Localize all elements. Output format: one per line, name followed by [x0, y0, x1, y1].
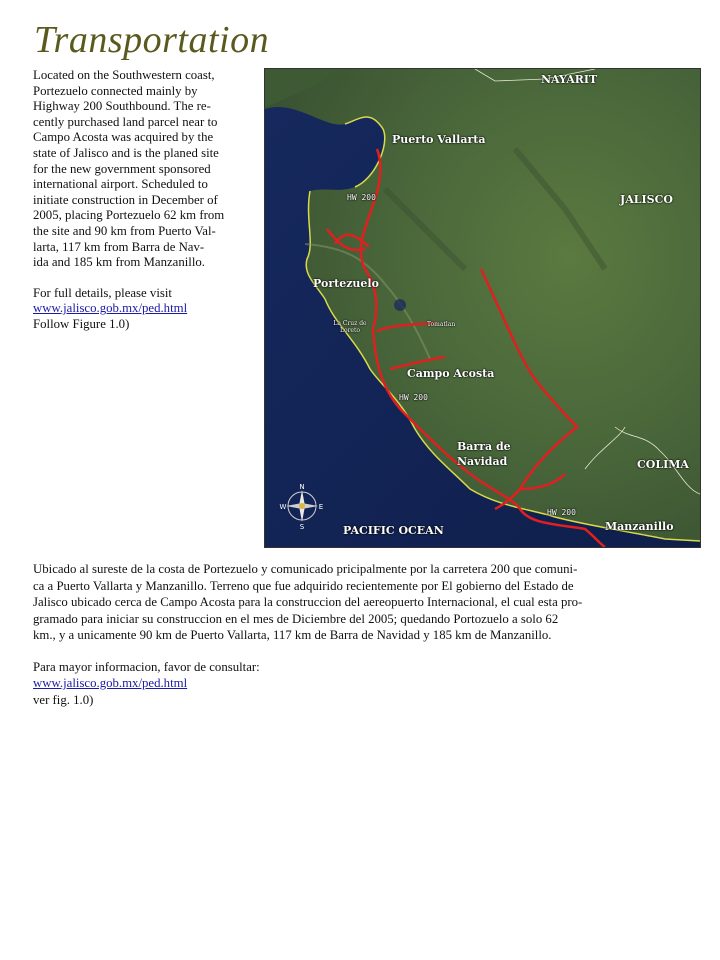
spanish-figure-reference: ver fig. 1.0): [33, 692, 94, 707]
map-label-puerto-vallarta: Puerto Vallarta: [392, 133, 486, 146]
map-label-portezuelo: Portezuelo: [313, 277, 379, 290]
map-label-barra-de-navidad: Barra de Navidad: [457, 440, 511, 468]
compass-s-label: S: [299, 523, 305, 529]
map-label-pacific-ocean: PACIFIC OCEAN: [343, 524, 444, 537]
map-label-colima: COLIMA: [637, 458, 689, 471]
map-label-tomatlan: Tomatlan: [427, 321, 456, 328]
spanish-line: Jalisco ubicado cerca de Campo Acosta para la construccion del aereopuerto Internacional, el cual esta pro-: [33, 595, 583, 609]
english-details-text: For full details, please visit: [33, 285, 172, 300]
english-line: Campo Acosta was acquired by the: [33, 130, 214, 145]
spanish-description: [33, 561, 699, 708]
english-line: for the new government sponsored: [33, 161, 211, 176]
english-line: ida and 185 km from Manzanillo.: [33, 255, 206, 270]
map-label-nayarit: NAYARIT: [541, 73, 598, 86]
region-map: [264, 68, 701, 548]
map-label-jalisco: JALISCO: [620, 193, 673, 206]
english-line: initiate construction in December of: [33, 192, 218, 207]
english-line: cently purchased land parcel near to: [33, 114, 218, 129]
map-label-la-cruz: La Cruz de Loreto: [333, 320, 367, 334]
english-line: Highway 200 Southbound. The re-: [33, 99, 211, 114]
english-line: international airport. Scheduled to: [33, 177, 208, 192]
english-website-link[interactable]: www.jalisco.gob.mx/ped.html: [33, 301, 188, 316]
map-label-manzanillo: Manzanillo: [605, 520, 674, 533]
spanish-website-link[interactable]: www.jalisco.gob.mx/ped.html: [33, 676, 188, 690]
spanish-line: ca a Puerto Vallarta y Manzanillo. Terreno que fue adquirido recientemente por El gobierno del Estado de: [33, 578, 574, 593]
map-label-highway: HW 200: [399, 393, 428, 402]
map-label-campo-acosta: Campo Acosta: [407, 367, 495, 380]
compass-e-label: E: [318, 503, 324, 511]
english-description: [33, 68, 257, 333]
page-title: Transportation: [34, 19, 270, 61]
english-line: Portezuelo connected mainly by: [33, 83, 198, 98]
english-line: larta, 117 km from Barra de Nav-: [33, 239, 205, 254]
english-line: Located on the Southwestern coast,: [33, 68, 215, 82]
compass-rose-icon: [279, 483, 325, 529]
spanish-line: Ubicado al sureste de la costa de Portezuelo y comunicado pricipalmente por la carretera 200 que comuni-: [33, 562, 578, 576]
english-line: state of Jalisco and is the planed site: [33, 145, 219, 160]
english-figure-reference: Follow Figure 1.0): [33, 316, 130, 331]
spanish-line: gramado para iniciar su construccion en el mes de Diciembre del 2005; quedando Portozuelo a solo 62: [33, 611, 559, 626]
compass-w-label: W: [279, 503, 287, 511]
compass-n-label: N: [299, 483, 305, 491]
map-label-highway: HW 200: [547, 508, 576, 517]
spanish-line: km., y a unicamente 90 km de Puerto Vallarta, 117 km de Barra de Navidad y 185 km de Manzanillo.: [33, 628, 552, 642]
spanish-details-text: Para mayor informacion, favor de consultar:: [33, 659, 260, 674]
english-line: the site and 90 km from Puerto Val-: [33, 223, 216, 238]
map-label-highway: HW 200: [347, 193, 376, 202]
english-line: 2005, placing Portezuelo 62 km from: [33, 208, 225, 223]
